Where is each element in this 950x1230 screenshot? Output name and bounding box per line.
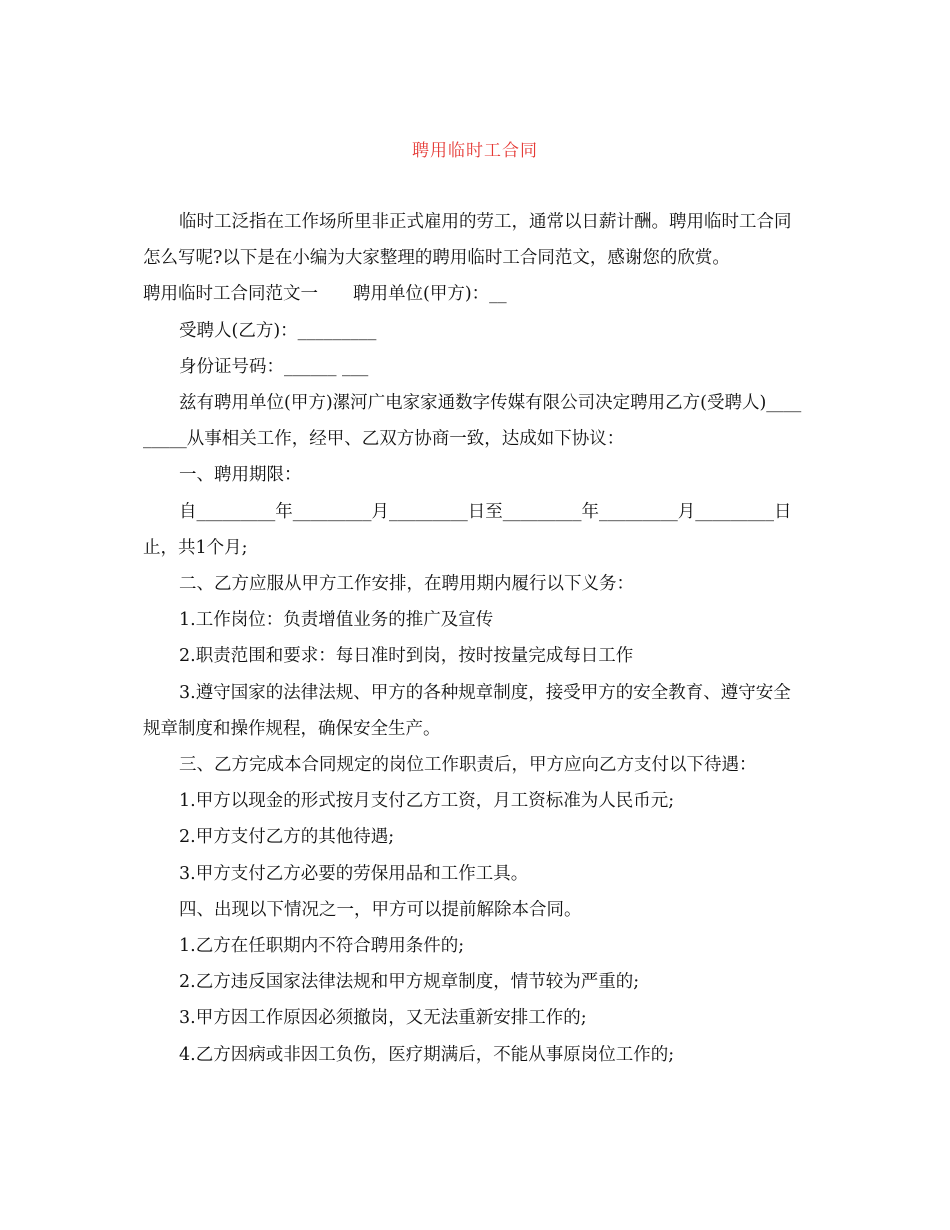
paragraph: 1.乙方在任职期内不符合聘用条件的;	[179, 936, 465, 957]
document-body	[143, 204, 808, 1073]
paragraph: 临时工泛指在工作场所里非正式雇用的劳工，通常以日薪计酬。聘用临时工合同怎么写呢?以下是在小编为大家整理的聘用临时工合同范文，感谢您的欣赏。	[143, 212, 792, 269]
paragraph: 四、出现以下情况之一，甲方可以提前解除本合同。	[179, 899, 582, 920]
paragraph: 聘用临时工合同范文一 聘用单位(甲方)：__	[143, 284, 507, 305]
paragraph: 2.乙方违反国家法律法规和甲方规章制度，情节较为严重的;	[179, 972, 640, 993]
paragraph: 2.甲方支付乙方的其他待遇;	[179, 827, 395, 848]
paragraph: 身份证号码：______ ___	[179, 356, 369, 377]
paragraph: 受聘人(乙方)：_________	[179, 320, 377, 341]
paragraph: 兹有聘用单位(甲方)漯河广电家家通数字传媒有限公司决定聘用乙方(受聘人)_________从事相关工作，经甲、乙双方协商一致，达成如下协议：	[143, 393, 802, 450]
paragraph: 二、乙方应服从甲方工作安排，在聘用期内履行以下义务：	[179, 574, 634, 595]
paragraph: 三、乙方完成本合同规定的岗位工作职责后，甲方应向乙方支付以下待遇：	[179, 755, 757, 776]
paragraph: 3.甲方因工作原因必须撤岗，又无法重新安排工作的;	[179, 1008, 587, 1029]
paragraph: 4.乙方因病或非因工负伤，医疗期满后，不能从事原岗位工作的;	[179, 1044, 675, 1065]
paragraph: 一、聘用期限：	[179, 465, 302, 486]
paragraph: 1.工作岗位：负责增值业务的推广及宣传	[179, 610, 494, 631]
paragraph: 2.职责范围和要求：每日准时到岗，按时按量完成每日工作	[179, 646, 634, 667]
paragraph: 1.甲方以现金的形式按月支付乙方工资，月工资标准为人民币元;	[179, 791, 675, 812]
paragraph: 自_________年_________月_________日至_________年_________月_________日止，共1个月;	[143, 501, 792, 558]
document-title: 聘用临时工合同	[412, 141, 538, 161]
paragraph: 3.甲方支付乙方必要的劳保用品和工作工具。	[179, 863, 529, 884]
paragraph: 3.遵守国家的法律法规、甲方的各种规章制度，接受甲方的安全教育、遵守安全规章制度和操作规程，确保安全生产。	[143, 682, 791, 739]
